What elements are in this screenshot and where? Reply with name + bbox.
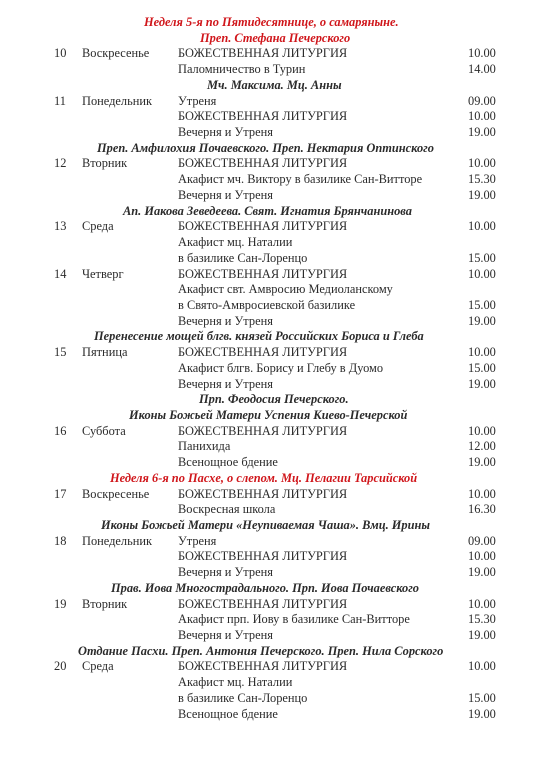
weekday-cell: Среда (82, 219, 114, 234)
time-cell: 10.00 (468, 659, 496, 674)
date-cell: 12 (54, 156, 67, 171)
schedule-row (0, 219, 543, 235)
weekday-cell: Понедельник (82, 533, 153, 548)
schedule-row (0, 675, 543, 691)
date-cell: 17 (54, 486, 67, 501)
heading-text: Неделя 6-я по Пасхе, о слепом. Мц. Пелагии Тарсийской (110, 470, 418, 485)
schedule-row (0, 156, 543, 172)
schedule-row (0, 267, 543, 283)
schedule-row (0, 502, 543, 518)
feast-heading (0, 31, 543, 47)
date-cell: 13 (54, 219, 67, 234)
service-cell: БОЖЕСТВЕННАЯ ЛИТУРГИЯ (178, 46, 348, 61)
schedule-row (0, 62, 543, 78)
schedule-row (0, 94, 543, 110)
weekday-cell: Четверг (82, 266, 124, 281)
schedule-row (0, 487, 543, 503)
weekday-cell: Понедельник (82, 93, 153, 108)
service-cell: Акафист свт. Амвросию Медиоланскому (178, 282, 393, 297)
service-cell: БОЖЕСТВЕННАЯ ЛИТУРГИЯ (178, 486, 348, 501)
service-cell: Всенощное бдение (178, 455, 278, 470)
time-cell: 10.00 (468, 109, 496, 124)
time-cell: 10.00 (468, 423, 496, 438)
time-cell: 10.00 (468, 345, 496, 360)
service-cell: Воскресная школа (178, 502, 276, 517)
service-cell: БОЖЕСТВЕННАЯ ЛИТУРГИЯ (178, 109, 348, 124)
schedule-row (0, 455, 543, 471)
time-cell: 10.00 (468, 266, 496, 281)
service-cell: Акафист мц. Наталии (178, 675, 293, 690)
service-cell: Акафист блгв. Борису и Глебу в Дуомо (178, 360, 384, 375)
date-cell: 11 (54, 93, 66, 108)
time-cell: 15.00 (468, 250, 496, 265)
time-cell: 09.00 (468, 533, 496, 548)
weekday-cell: Суббота (82, 423, 126, 438)
time-cell: 10.00 (468, 156, 496, 171)
weekday-cell: Воскресенье (82, 46, 150, 61)
time-cell: 19.00 (468, 706, 496, 721)
time-cell: 15.00 (468, 690, 496, 705)
schedule-row (0, 707, 543, 723)
service-cell: Вечерня и Утреня (178, 565, 273, 580)
schedule-row (0, 565, 543, 581)
service-cell: Вечерня и Утреня (178, 187, 273, 202)
service-cell: Утреня (178, 533, 217, 548)
service-cell: БОЖЕСТВЕННАЯ ЛИТУРГИЯ (178, 596, 348, 611)
date-cell: 18 (54, 533, 67, 548)
schedule-row (0, 377, 543, 393)
time-cell: 19.00 (468, 455, 496, 470)
service-cell: БОЖЕСТВЕННАЯ ЛИТУРГИЯ (178, 156, 348, 171)
date-cell: 16 (54, 423, 67, 438)
date-cell: 20 (54, 659, 67, 674)
service-cell: Утреня (178, 93, 217, 108)
date-cell: 14 (54, 266, 67, 281)
service-cell: Акафист мч. Виктору в базилике Сан-Витторе (178, 172, 423, 187)
service-cell: Вечерня и Утреня (178, 313, 273, 328)
heading-text: Прп. Феодосия Печерского. (199, 392, 349, 407)
service-cell: БОЖЕСТВЕННАЯ ЛИТУРГИЯ (178, 549, 348, 564)
schedule-row (0, 345, 543, 361)
schedule-row (0, 691, 543, 707)
schedule-row (0, 612, 543, 628)
service-cell: БОЖЕСТВЕННАЯ ЛИТУРГИЯ (178, 345, 348, 360)
time-cell: 19.00 (468, 125, 496, 140)
heading-text: Преп. Стефана Печерского (200, 30, 351, 45)
heading-text: Ап. Иакова Зеведеева. Свят. Игнатия Брянчанинова (123, 203, 412, 218)
time-cell: 09.00 (468, 93, 496, 108)
weekday-cell: Среда (82, 659, 114, 674)
service-cell: БОЖЕСТВЕННАЯ ЛИТУРГИЯ (178, 266, 348, 281)
schedule-row (0, 361, 543, 377)
time-cell: 19.00 (468, 628, 496, 643)
schedule-row (0, 46, 543, 62)
time-cell: 19.00 (468, 187, 496, 202)
saint-heading (0, 518, 543, 534)
heading-text: Иконы Божьей Матери «Неупиваемая Чаша». Вмц. Ирины (101, 518, 430, 532)
feast-heading (0, 471, 543, 487)
date-cell: 19 (54, 596, 67, 611)
service-cell: Вечерня и Утреня (178, 376, 273, 391)
schedule-row (0, 439, 543, 455)
service-cell: в базилике Сан-Лоренцо (178, 250, 308, 265)
service-cell: Вечерня и Утреня (178, 628, 273, 643)
time-cell: 15.00 (468, 297, 496, 312)
weekday-cell: Вторник (82, 596, 128, 611)
schedule-row (0, 659, 543, 675)
schedule-row (0, 282, 543, 298)
service-cell: БОЖЕСТВЕННАЯ ЛИТУРГИЯ (178, 659, 348, 674)
date-cell: 10 (54, 46, 67, 61)
schedule-row (0, 235, 543, 251)
service-cell: Панихида (178, 439, 231, 454)
time-cell: 10.00 (468, 219, 496, 234)
schedule-row (0, 628, 543, 644)
service-cell: БОЖЕСТВЕННАЯ ЛИТУРГИЯ (178, 423, 348, 438)
saint-heading (0, 141, 543, 157)
time-cell: 19.00 (468, 565, 496, 580)
time-cell: 19.00 (468, 376, 496, 391)
service-cell: Паломничество в Турин (178, 62, 306, 77)
schedule-row (0, 298, 543, 314)
time-cell: 15.30 (468, 612, 496, 627)
heading-text: Перенесение мощей блгв. князей Российских Бориса и Глеба (94, 329, 424, 344)
schedule-row (0, 314, 543, 330)
time-cell: 15.30 (468, 172, 496, 187)
schedule-row (0, 188, 543, 204)
saint-heading (0, 204, 543, 220)
time-cell: 16.30 (468, 502, 496, 517)
weekday-cell: Вторник (82, 156, 128, 171)
weekday-cell: Пятница (82, 345, 128, 360)
time-cell: 10.00 (468, 549, 496, 564)
schedule-row (0, 125, 543, 141)
saint-heading (0, 78, 543, 94)
service-cell: БОЖЕСТВЕННАЯ ЛИТУРГИЯ (178, 219, 348, 234)
service-cell: Всенощное бдение (178, 706, 278, 721)
schedule-row (0, 597, 543, 613)
heading-text: Иконы Божьей Матери Успения Киево-Печерской (129, 407, 408, 422)
heading-text: Преп. Амфилохия Почаевского. Преп. Нектария Оптинского (97, 140, 434, 155)
time-cell: 19.00 (468, 313, 496, 328)
heading-text: Мч. Максима. Мц. Анны (207, 77, 342, 92)
schedule-row (0, 424, 543, 440)
time-cell: 10.00 (468, 596, 496, 611)
saint-heading (0, 581, 543, 597)
time-cell: 15.00 (468, 360, 496, 375)
saint-heading (0, 408, 543, 424)
schedule-row (0, 109, 543, 125)
weekday-cell: Воскресенье (82, 486, 150, 501)
date-cell: 15 (54, 345, 67, 360)
service-cell: в Свято-Амвросиевской базилике (178, 297, 356, 312)
service-cell: Вечерня и Утреня (178, 125, 273, 140)
time-cell: 10.00 (468, 46, 496, 61)
time-cell: 14.00 (468, 62, 496, 77)
saint-heading (0, 392, 543, 408)
time-cell: 10.00 (468, 486, 496, 501)
heading-text: Прав. Иова Многострадального. Прп. Иова Почаевского (111, 580, 419, 595)
time-cell: 12.00 (468, 439, 496, 454)
service-cell: Акафист мц. Наталии (178, 235, 293, 250)
service-cell: Акафист прп. Иову в базилике Сан-Витторе (178, 612, 410, 627)
schedule-row (0, 172, 543, 188)
saint-heading (0, 329, 543, 345)
schedule-row (0, 251, 543, 267)
heading-text: Отдание Пасхи. Преп. Антония Печерского. Преп. Нила Сорского (78, 643, 444, 658)
saint-heading (0, 644, 543, 660)
schedule-row (0, 549, 543, 565)
feast-heading (0, 15, 543, 31)
schedule-row (0, 534, 543, 550)
service-cell: в базилике Сан-Лоренцо (178, 690, 308, 705)
heading-text: Неделя 5-я по Пятидесятнице, о самаряныне. (144, 15, 399, 29)
